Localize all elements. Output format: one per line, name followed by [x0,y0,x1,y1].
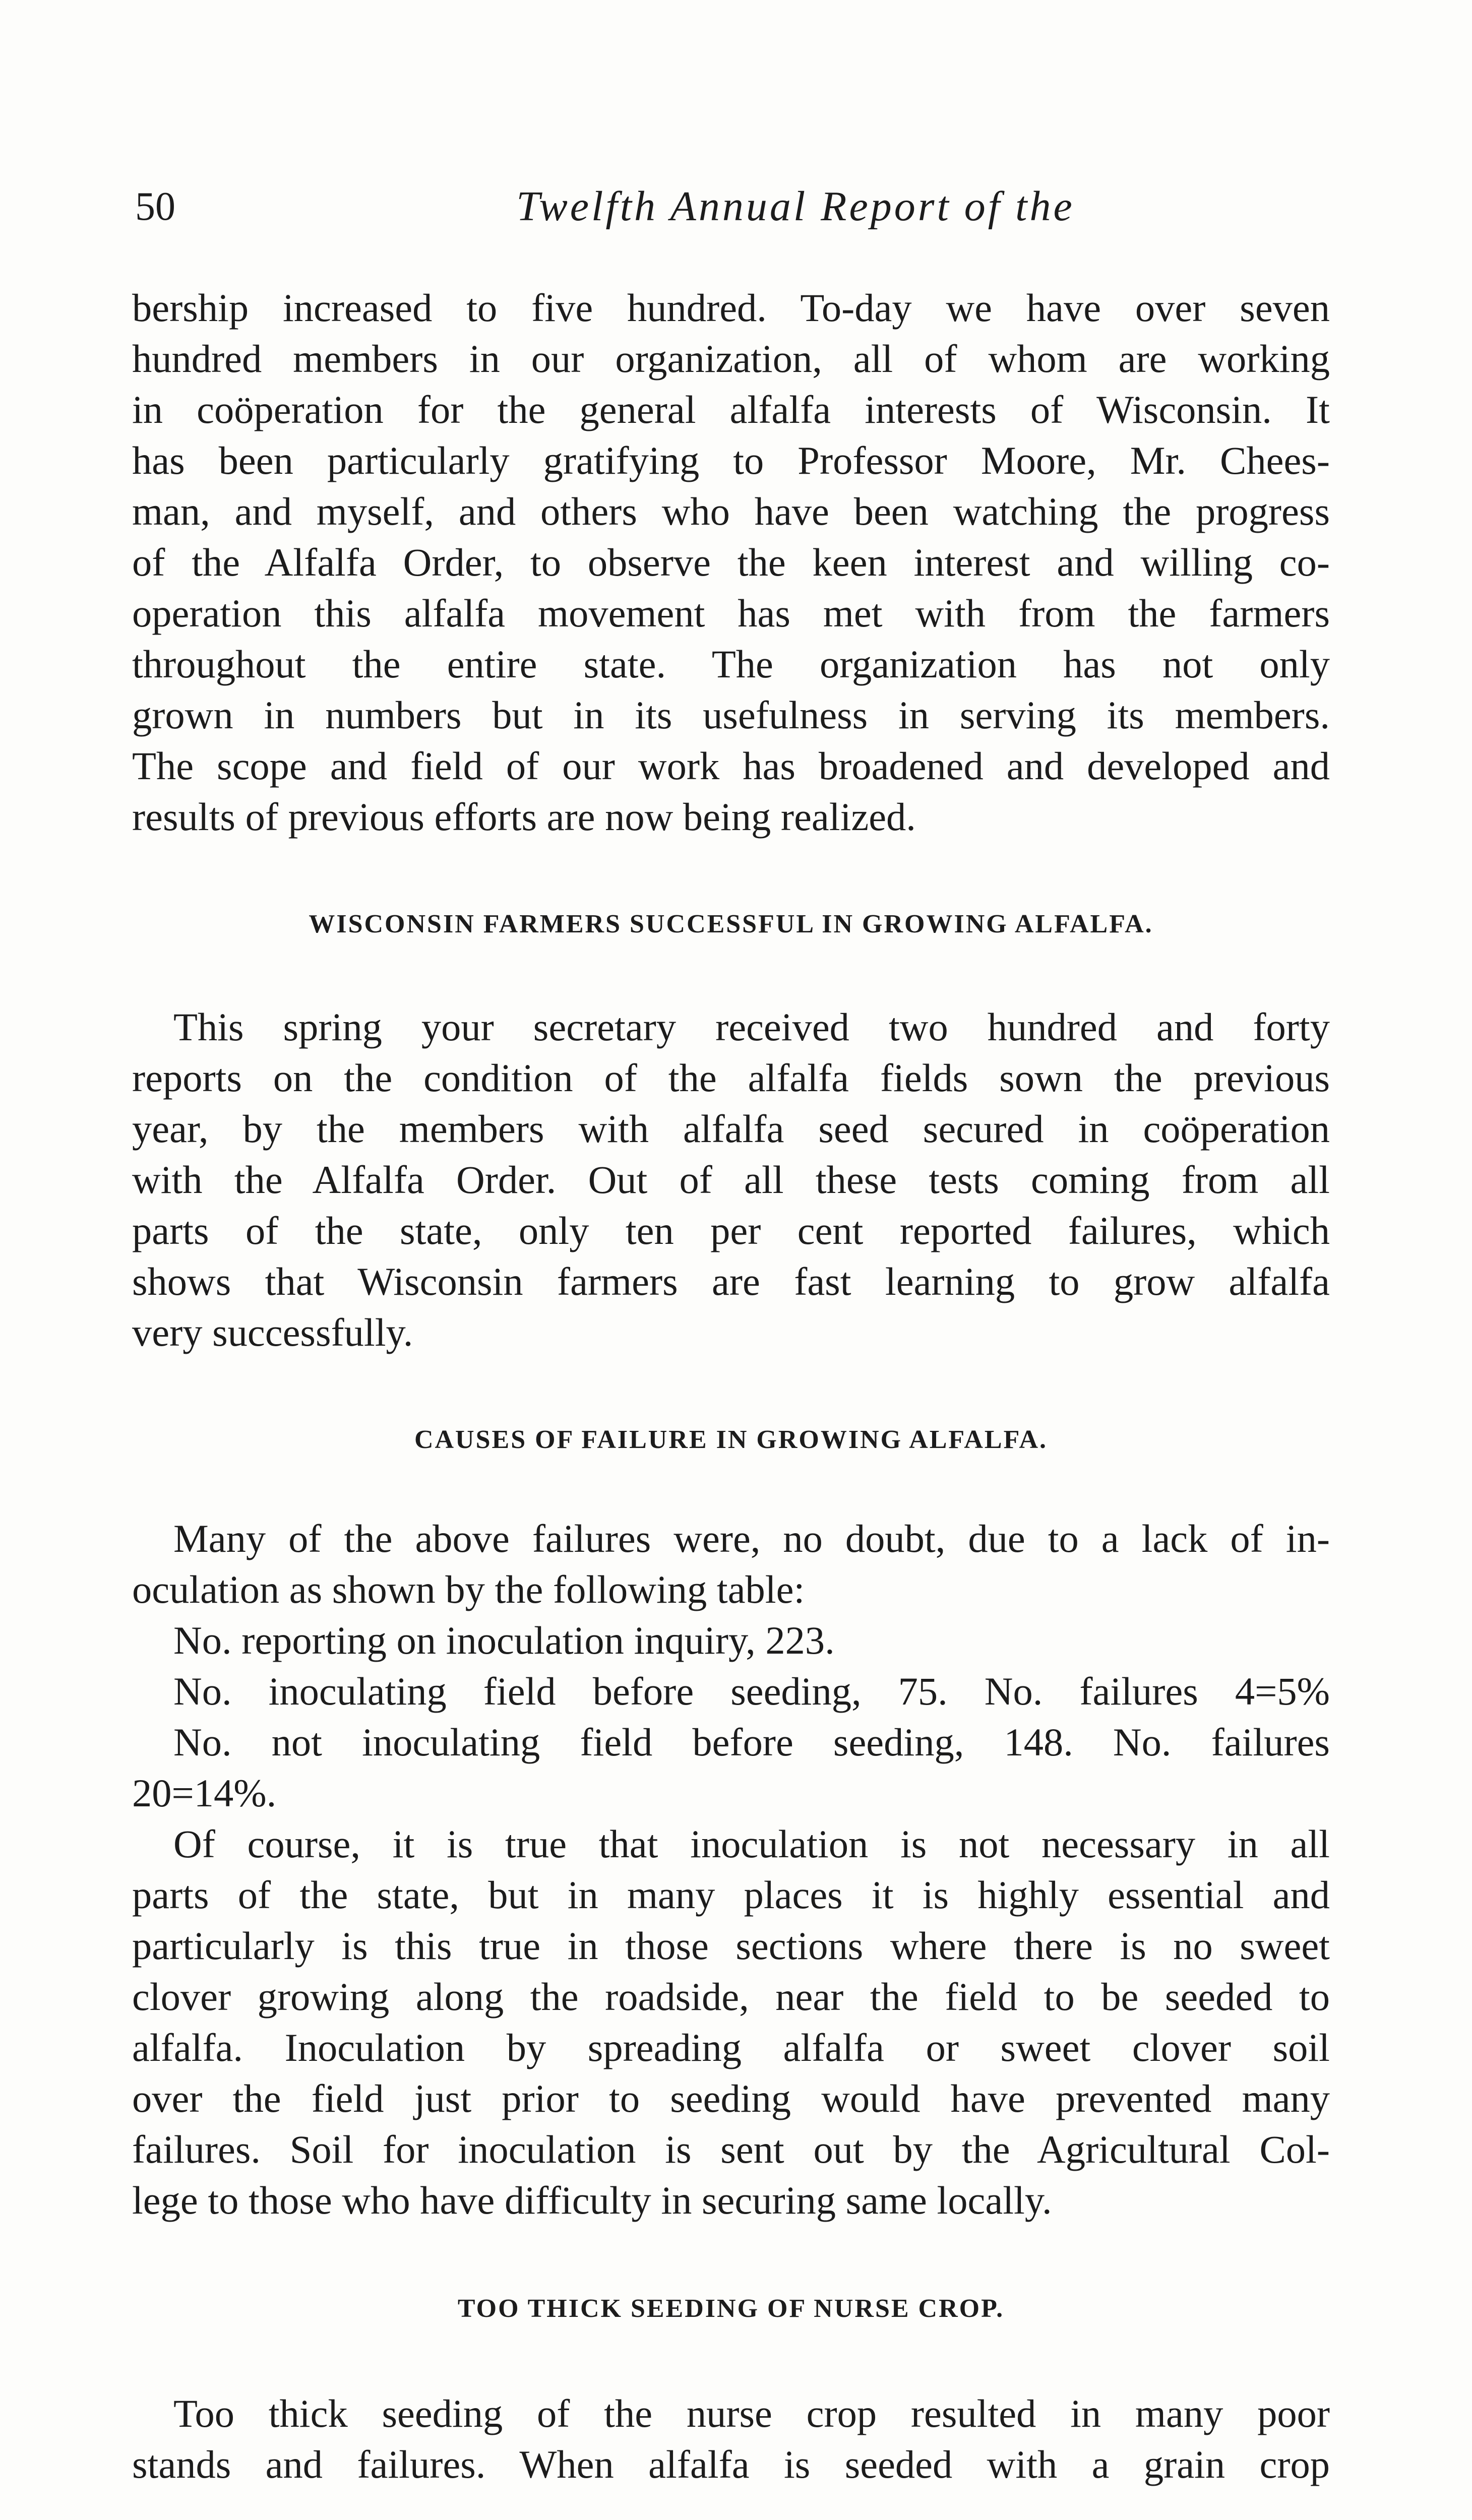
page-number: 50 [135,184,175,229]
text-line: with the Alfalfa Order. Out of all these tests coming from all [132,1158,1330,1202]
text-line: Of course, it is true that inoculation is not necessary in all [173,1822,1330,1866]
text-line: man, and myself, and others who have been watching the progress [132,489,1330,533]
paragraph-inoculation-details [132,1818,1330,2226]
text-line: results of previous efforts are now being realized. [132,795,916,839]
inoculation-table [132,1615,1330,1818]
text-line: failures. Soil for inoculation is sent out by the Agricultural Col- [132,2127,1330,2171]
text-line: This spring your secretary received two hundred and forty [173,1005,1330,1049]
text-line: Too thick seeding of the nurse crop resulted in many poor [173,2391,1330,2435]
paragraph-inoculation-intro [132,1513,1330,1615]
paragraph-nurse-crop [132,2388,1330,2490]
text-line: shows that Wisconsin farmers are fast learning to grow alfalfa [132,1259,1330,1303]
text-line: has been particularly gratifying to Professor Moore, Mr. Chees- [132,438,1330,482]
text-line: stands and failures. When alfalfa is seeded with a grain crop [132,2442,1330,2486]
paragraph-membership [132,282,1330,842]
table-line-failure-rate: 20=14%. [132,1771,277,1815]
page-header [135,181,1337,237]
text-line: particularly is this true in those sections where there is no sweet [132,1924,1330,1968]
text-line: over the field just prior to seeding would have prevented many [132,2076,1330,2120]
running-title: Twelfth Annual Report of the [516,183,1075,230]
text-line: lege to those who have difficulty in securing same locally. [132,2178,1052,2222]
text-line: grown in numbers but in its usefulness in serving its members. [132,693,1330,737]
text-line: reports on the condition of the alfalfa fields sown the previous [132,1056,1330,1100]
text-line: year, by the members with alfalfa seed secured in coöperation [132,1107,1330,1151]
text-line: bership increased to five hundred. To-day we have over seven [132,286,1330,330]
section-heading-nurse-crop: TOO THICK SEEDING OF NURSE CROP. [457,2294,1005,2323]
page-body [132,282,1330,2490]
text-line: alfalfa. Inoculation by spreading alfalfa or sweet clover soil [132,2026,1330,2069]
text-line: parts of the state, but in many places it is highly essential and [132,1873,1330,1917]
text-line: Many of the above failures were, no doubt, due to a lack of in- [173,1517,1330,1560]
table-line-reporting: No. reporting on inoculation inquiry, 223. [173,1618,835,1662]
text-line: throughout the entire state. The organization has not only [132,642,1330,686]
table-line-not-inoculating: No. not inoculating field before seeding, 148. No. failures [173,1720,1330,1764]
text-line: The scope and field of our work has broadened and developed and [132,744,1330,788]
text-line: clover growing along the roadside, near the field to be seeded to [132,1975,1330,2019]
text-line: in coöperation for the general alfalfa interests of Wisconsin. It [132,388,1330,431]
section-heading-successful: WISCONSIN FARMERS SUCCESSFUL IN GROWING ALFALFA. [309,910,1153,938]
paragraph-reports [132,1001,1330,1358]
text-line: oculation as shown by the following table: [132,1567,805,1611]
text-line: of the Alfalfa Order, to observe the keen interest and willing co- [132,540,1330,584]
table-line-inoculating: No. inoculating field before seeding, 75. No. failures 4=5% [173,1669,1330,1713]
text-line: operation this alfalfa movement has met with from the farmers [132,591,1330,635]
text-line: very successfully. [132,1310,413,1354]
text-line: hundred members in our organization, all of whom are working [132,337,1330,381]
section-heading-causes: CAUSES OF FAILURE IN GROWING ALFALFA. [414,1425,1048,1454]
text-line: parts of the state, only ten per cent reported failures, which [132,1209,1330,1252]
